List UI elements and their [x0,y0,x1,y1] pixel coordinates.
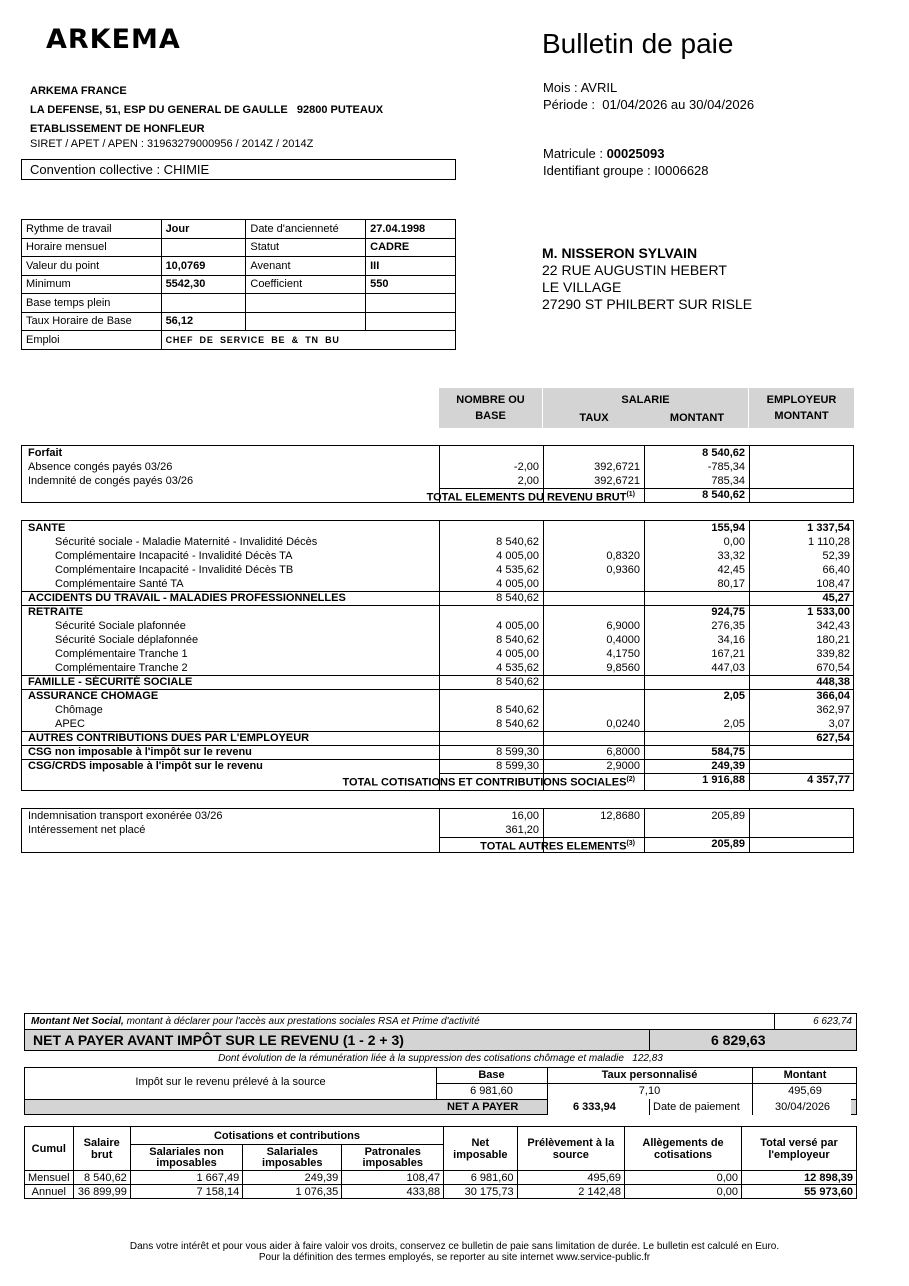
total-montant: 1 916,88 [702,774,745,786]
payroll-cell-base: 8 540,62 [496,676,539,688]
payroll-cell-taux: 6,9000 [606,620,640,632]
info-cell [161,238,246,257]
info-row [22,238,456,257]
payroll-cell-base: 8 540,62 [496,536,539,548]
cumul-row [25,1171,857,1185]
payroll-cell-emp: 366,04 [816,690,850,702]
emploi-label: Emploi [22,331,162,350]
payroll-cell-mont: 0,00 [723,536,745,548]
payroll-cell-label: RETRAITE [28,606,83,618]
payroll-cell-label: Complémentaire Santé TA [55,578,184,590]
info-cell: Minimum [22,275,162,294]
payroll-cell-label: ASSURANCE CHOMAGE [28,690,159,702]
payroll-cell-emp: 108,47 [816,578,850,590]
payroll-cell-emp [749,474,850,488]
payroll-cell-base: 8 599,30 [496,746,539,758]
cumul-cell: 0,00 [625,1171,742,1185]
payroll-cell-base: 8 540,62 [496,592,539,604]
cumul-cell: 6 981,60 [444,1171,517,1185]
payroll-cell-emp: 670,54 [816,662,850,674]
payroll-cell-base: 2,00 [517,475,539,487]
impot-label: Impôt sur le revenu prélevé à la source [135,1076,326,1088]
payroll-cell-taux: 9,8560 [606,662,640,674]
payroll-row [22,535,853,549]
payroll-row [22,703,853,717]
payroll-cell-taux: 0,9360 [606,564,640,576]
payroll-cell-base [439,605,539,619]
payroll-row [22,521,853,535]
info-cell: 550 [366,275,456,294]
payroll-cell-base [439,731,539,745]
info-cell: 5542,30 [161,275,246,294]
payroll-cell-mont: 276,35 [711,620,745,632]
cumul-cell: 1 667,49 [130,1171,242,1185]
legal-notes: Dans votre intérêt et pour vous aider à faire valoir vos droits, conservez ce bulletin de paie sans limitation de durée. Le bulletin est calculé en Euro. Pour la définition des termes employés, se reporter au site internet www.service-public.fr [129,1241,780,1263]
payroll-cell-emp: 66,40 [822,564,850,576]
payroll-row [22,809,853,823]
evolution-note: Dont évolution de la rémunération liée à la suppression des cotisations chômage et maladie 122,83 [218,1053,663,1064]
payroll-cell-label: Intéressement net placé [28,824,146,836]
payroll-cell-taux: 392,6721 [594,461,640,473]
payroll-cell-taux [543,521,640,535]
info-cell: CADRE [366,238,456,257]
payroll-cell-emp [749,460,850,474]
payroll-cell-label: SANTE [28,522,66,534]
payroll-cell-mont: 205,89 [711,810,745,822]
cumul-cell: 12 898,39 [742,1171,857,1185]
info-cell [161,294,246,313]
payroll-cell-base: 8 599,30 [496,760,539,772]
payroll-row [22,717,853,731]
payroll-cell-label: Chômage [55,704,103,716]
payroll-cell-mont [644,591,745,605]
cumul-cell: 7 158,14 [130,1185,242,1199]
payroll-cell-label: Complémentaire Tranche 1 [55,648,188,660]
info-row [22,257,456,276]
payroll-cell-emp: 45,27 [822,592,850,604]
info-cell: 27.04.1998 [366,220,456,239]
payroll-cell-mont: 785,34 [711,475,745,487]
info-cell: Base temps plein [22,294,162,313]
payroll-row [22,675,853,689]
payroll-cell-label: ACCIDENTS DU TRAVAIL - MALADIES PROFESSIONNELLES [28,592,346,604]
info-row [22,312,456,331]
payroll-cell-emp [749,809,850,823]
payroll-row [22,591,853,605]
payroll-cell-mont [644,675,745,689]
info-cell: 10,0769 [161,257,246,276]
section-cotisations [21,520,854,791]
company-logo: ARKEMA [46,24,181,55]
payroll-cell-taux [543,605,640,619]
payroll-cell-mont: 249,39 [711,760,745,772]
payroll-cell-label: Sécurité Sociale plafonnée [55,620,186,632]
info-cell [366,294,456,313]
info-cell: Avenant [246,257,366,276]
net-a-payer-value: 6 333,94 [573,1101,616,1113]
payroll-cell-taux [543,446,640,460]
payroll-cell-taux [543,675,640,689]
payroll-cell-emp [749,446,850,460]
total-label: TOTAL AUTRES ELEMENTS$^{(3)}$ [480,840,635,853]
payroll-cell-base: 4 535,62 [496,662,539,674]
payroll-cell-emp: 627,54 [816,732,850,744]
payroll-row [22,633,853,647]
section-revenu-brut [21,445,854,503]
payroll-cell-mont: 33,32 [717,550,745,562]
info-row [22,220,456,239]
total-employeur: 4 357,77 [807,774,850,786]
cumul-cell: 1 076,35 [243,1185,342,1199]
cumul-cell: 0,00 [625,1185,742,1199]
cumul-cell: Annuel [25,1185,74,1199]
matricule: Matricule : 00025093 [543,146,665,161]
payroll-cell-emp [749,823,850,837]
payroll-cell-mont: 42,45 [717,564,745,576]
cumul-cell: 30 175,73 [444,1185,517,1199]
payroll-cell-emp: 1 533,00 [807,606,850,618]
payroll-cell-mont: 584,75 [711,746,745,758]
payroll-cell-base: 4 535,62 [496,564,539,576]
info-cell: Valeur du point [22,257,162,276]
header-nombre-base: NOMBRE OU BASE [439,388,542,428]
company-name: ARKEMA FRANCE [30,85,127,97]
payroll-cell-taux [543,577,640,591]
payroll-cell-base: -2,00 [513,461,539,473]
mois: Mois : AVRIL [543,80,618,95]
total-montant: 205,89 [711,838,745,850]
payroll-cell-emp: 342,43 [816,620,850,632]
payroll-cell-label: Sécurité sociale - Maladie Maternité - Invalidité Décès [55,536,318,548]
payroll-cell-emp: 1 337,54 [807,522,850,534]
payroll-cell-emp: 448,38 [816,676,850,688]
total-label: TOTAL ELEMENTS DU REVENU BRUT$^{(1)}$ [426,491,635,504]
payroll-cell-label: AUTRES CONTRIBUTIONS DUES PAR L'EMPLOYEUR [28,732,310,744]
payroll-cell-mont: 167,21 [711,648,745,660]
info-row [22,275,456,294]
payroll-row [22,577,853,591]
periode: Période : 01/04/2026 au 30/04/2026 [543,97,755,112]
info-cell: Date d'ancienneté [246,220,366,239]
payroll-cell-mont: 8 540,62 [702,447,745,459]
info-cell: Taux Horaire de Base [22,312,162,331]
establishment: ETABLISSEMENT DE HONFLEUR [30,123,205,135]
payroll-cell-label: Absence congés payés 03/26 [28,461,173,473]
payroll-row [22,460,853,474]
payroll-row [22,549,853,563]
cumul-cell: 495,69 [517,1171,624,1185]
info-cell: Statut [246,238,366,257]
payroll-cell-label: FAMILLE - SÉCURITÉ SOCIALE [28,676,193,688]
employee-name: M. NISSERON SYLVAIN [542,245,698,261]
payroll-cell-mont [644,703,745,717]
payroll-cell-taux [543,731,640,745]
payroll-cell-base: 8 540,62 [496,634,539,646]
payroll-total-row [22,488,853,502]
total-label: TOTAL COTISATIONS ET CONTRIBUTIONS SOCIALES$^{(2)}$ [342,776,635,789]
payroll-cell-label: Complémentaire Tranche 2 [55,662,188,674]
payroll-cell-base: 361,20 [505,824,539,836]
payroll-total-row [22,837,853,851]
company-address: LA DEFENSE, 51, ESP DU GENERAL DE GAULLE 92800 PUTEAUX [30,104,384,116]
payroll-cell-base [439,521,539,535]
payroll-cell-base: 16,00 [511,810,539,822]
payroll-cell-label: Sécurité Sociale déplafonnée [55,634,199,646]
employee-info-table [21,219,456,350]
payroll-row [22,619,853,633]
payroll-cell-mont: 155,94 [711,522,745,534]
net-a-payer-label: NET A PAYER [447,1101,519,1113]
payroll-cell-emp: 180,21 [816,634,850,646]
payroll-row [22,563,853,577]
cumul-cell: 8 540,62 [73,1171,130,1185]
payroll-cell-taux: 4,1750 [606,648,640,660]
info-cell [366,312,456,331]
info-cell: III [366,257,456,276]
cumul-table: Cumul Salaire brut Cotisations et contributions Net imposable Prélèvement à la source Allègements de cotisations Total versé par l'employeur Salariales non imposables Salariales imposables Patronales imposables Mensuel 8 540,62 1 667,49 249,39 108,47 6 981,60 495,69 0,00 12 898,39 Annuel 36 899,99 7 158,14 1 076,35 433,88 30 175,73 2 142,48 0,00 55 973,60 [24,1126,857,1199]
employee-address-2: LE VILLAGE [542,279,622,295]
employee-address-3: 27290 ST PHILBERT SUR RISLE [542,296,753,312]
payroll-cell-base [439,446,539,460]
page-title: Bulletin de paie [542,28,734,59]
payroll-cell-taux: 6,8000 [606,746,640,758]
emploi-value: CHEF DE SERVICE BE & TN BU [161,331,455,350]
payroll-row [22,605,853,619]
impot-table: Impôt sur le revenu prélevé à la source Base Taux personnalisé Montant 6 981,60 7,10 495,69 [24,1067,857,1100]
payroll-cell-taux: 0,0240 [606,718,640,730]
identifiant-groupe: Identifiant groupe : I0006628 [543,163,709,178]
payroll-cell-label: Indemnisation transport exonérée 03/26 [28,810,223,822]
info-cell: Rythme de travail [22,220,162,239]
payroll-cell-mont: 34,16 [717,634,745,646]
info-cell: Jour [161,220,246,239]
convention-collective: Convention collective : CHIMIE [21,159,456,180]
payroll-cell-taux: 12,8680 [600,810,640,822]
payroll-cell-taux: 0,8320 [606,550,640,562]
info-row [22,294,456,313]
cumul-row [25,1185,857,1199]
payroll-cell-taux [543,591,640,605]
cumul-cell: Mensuel [25,1171,74,1185]
payroll-cell-label: APEC [55,718,85,730]
payroll-cell-label: Forfait [28,447,63,459]
payroll-cell-taux: 392,6721 [594,475,640,487]
payroll-row [22,689,853,703]
info-cell: 56,12 [161,312,246,331]
payroll-cell-mont: 2,05 [723,718,745,730]
payroll-row [22,446,853,460]
payroll-total-row [22,773,853,787]
payroll-cell-mont: 447,03 [711,662,745,674]
payroll-cell-emp: 52,39 [822,550,850,562]
cumul-cell: 249,39 [243,1171,342,1185]
payroll-cell-mont: 80,17 [717,578,745,590]
payroll-cell-label: Complémentaire Incapacité - Invalidité Décès TA [55,550,293,562]
header-employeur: EMPLOYEUR MONTANT [749,388,854,428]
info-cell [246,294,366,313]
payroll-cell-base: 4 005,00 [496,620,539,632]
payroll-row [22,731,853,745]
payroll-cell-taux [543,535,640,549]
payroll-cell-base: 4 005,00 [496,550,539,562]
payroll-cell-base: 4 005,00 [496,648,539,660]
payroll-cell-base [439,689,539,703]
payroll-cell-mont: 924,75 [711,606,745,618]
payroll-row [22,474,853,488]
info-cell [246,312,366,331]
payroll-cell-base: 4 005,00 [496,578,539,590]
header-salarie: SALARIE TAUX MONTANT [543,388,748,428]
payroll-cell-base: 8 540,62 [496,704,539,716]
employee-address-1: 22 RUE AUGUSTIN HEBERT [542,262,727,278]
net-social-row: Montant Net Social, montant à déclarer pour l'accès aux prestations sociales RSA et Prime d'activité 6 623,74 [24,1013,857,1030]
info-cell: Horaire mensuel [22,238,162,257]
payroll-cell-label: CSG non imposable à l'impôt sur le revenu [28,746,252,758]
payroll-cell-emp: 3,07 [828,718,850,730]
payroll-cell-emp: 362,97 [816,704,850,716]
cumul-cell: 36 899,99 [73,1185,130,1199]
payroll-cell-taux [543,689,640,703]
payroll-cell-mont: -785,34 [707,461,745,473]
payroll-row [22,759,853,773]
payroll-cell-mont [644,823,745,837]
payroll-cell-taux [543,703,640,717]
payroll-cell-emp [749,745,850,759]
info-cell: Coefficient [246,275,366,294]
payroll-row [22,661,853,675]
payroll-cell-label: Indemnité de congés payés 03/26 [28,475,194,487]
siret: SIRET / APET / APEN : 31963279000956 / 2014Z / 2014Z [30,138,314,150]
payroll-cell-label: Complémentaire Incapacité - Invalidité Décès TB [55,564,294,576]
total-montant: 8 540,62 [702,489,745,501]
cumul-cell: 55 973,60 [742,1185,857,1199]
cumul-cell: 108,47 [342,1171,444,1185]
cumul-cell: 433,88 [342,1185,444,1199]
net-avant-impot-row: NET A PAYER AVANT IMPÔT SUR LE REVENU (1 - 2 + 3) 6 829,63 [24,1029,857,1051]
payroll-cell-emp: 339,82 [816,648,850,660]
payroll-cell-emp: 1 110,28 [807,536,850,548]
payroll-cell-taux: 0,4000 [606,634,640,646]
payroll-row [22,647,853,661]
payroll-cell-mont [644,731,745,745]
payroll-cell-emp [749,759,850,773]
payroll-cell-taux [543,823,640,837]
payroll-cell-mont: 2,05 [723,690,745,702]
payroll-cell-base: 8 540,62 [496,718,539,730]
payroll-cell-label: CSG/CRDS imposable à l'impôt sur le revenu [28,760,263,772]
section-autres-elements [21,808,854,853]
payroll-row [22,823,853,837]
net-a-payer-row: NET A PAYER 6 333,94 Date de paiement 30/04/2026 [24,1099,857,1115]
cumul-cell: 2 142,48 [517,1185,624,1199]
payroll-row [22,745,853,759]
payroll-cell-taux: 2,9000 [606,760,640,772]
